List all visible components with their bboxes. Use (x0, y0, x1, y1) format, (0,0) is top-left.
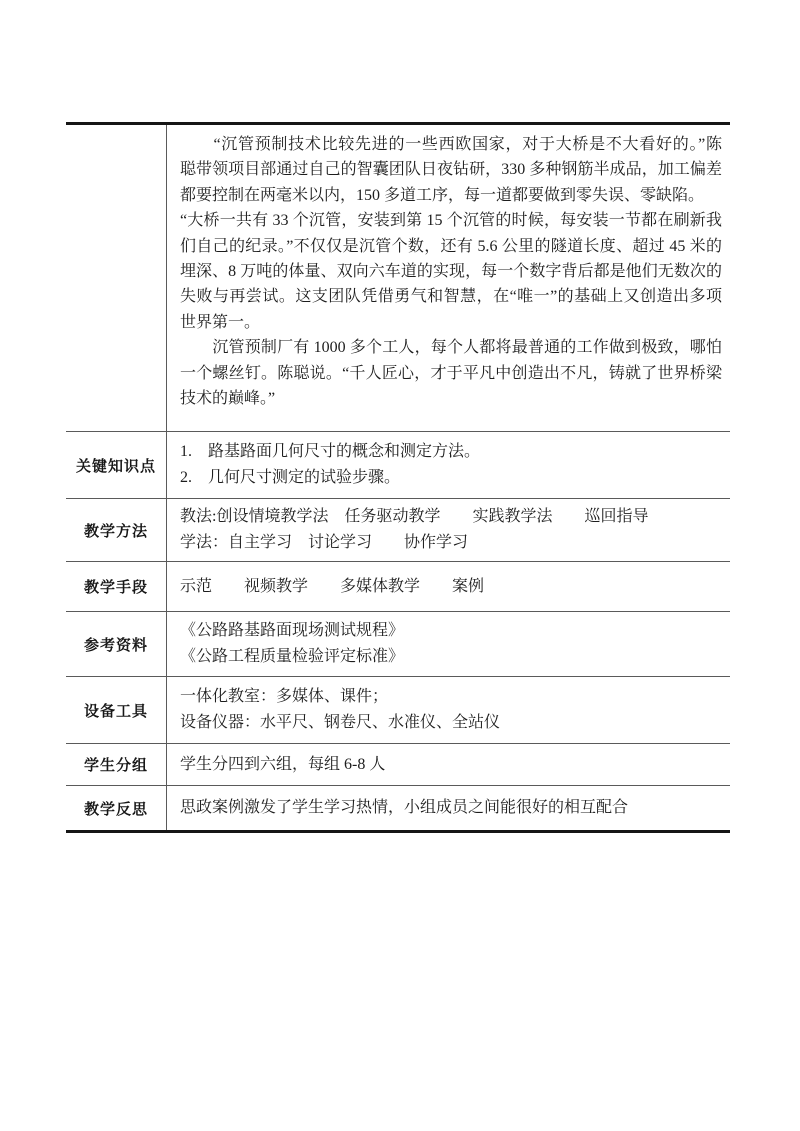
intro-line: 埋深、8 万吨的体量、双向六车道的实现，每一个数字背后都是他们无数次的 (180, 263, 722, 281)
row-content-line: 教法:创设情境教学法 任务驱动教学 实践教学法 巡回指导 (180, 508, 649, 525)
row-content-cell (166, 612, 730, 676)
row-content-cell (166, 786, 730, 830)
intro-line: 一个螺丝钉。陈聪说。“千人匠心，才于平凡中创造出不凡，铸就了世界桥梁 (180, 364, 722, 382)
row-content-line: 示范 视频教学 多媒体教学 案例 (180, 577, 485, 595)
row-label: 教学方法 (83, 522, 148, 540)
intro-line: 世界第一。 (180, 313, 261, 331)
row-content-cell (166, 677, 730, 743)
row-content-line: 2. 几何尺寸测定的试验步骤。 (180, 469, 401, 486)
row-content-line: 思政案例激发了学生学习热情，小组成员之间能很好的相互配合 (180, 799, 629, 816)
intro-line: 失败与再尝试。这支团队凭借勇气和智慧，在“唯一”的基础上又创造出多项 (180, 288, 722, 306)
row-label: 设备工具 (83, 702, 148, 720)
table-row-key-knowledge (66, 431, 730, 498)
intro-line: “沉管预制技术比较先进的一些西欧国家，对于大桥是不大看好的。”陈 (180, 136, 722, 153)
row-content-line: 学法：自主学习 讨论学习 协作学习 (180, 534, 469, 551)
intro-content-cell (166, 125, 730, 431)
row-label: 教学手段 (83, 579, 148, 596)
row-content-cell (166, 562, 730, 611)
row-label: 教学反思 (83, 800, 148, 818)
table-row-teaching-reflection (66, 785, 730, 830)
intro-line: 们自己的纪录。”不仅仅是沉管个数，还有 5.6 公里的隧道长度、超过 45 米的 (180, 237, 722, 255)
row-content-line: 《公路工程质量检验评定标准》 (180, 648, 405, 665)
row-content-line: 设备仪器：水平尺、钢卷尺、水准仪、全站仪 (180, 714, 501, 731)
row-label: 关键知识点 (75, 457, 156, 475)
row-content-cell (166, 499, 730, 561)
intro-line: 都要控制在两毫米以内，150 多道工序，每一道都要做到零失误、零缺陷。 (180, 186, 705, 204)
row-content-line: 学生分四到六组，每组 6-8 人 (180, 755, 386, 773)
intro-label-cell-empty (66, 125, 166, 431)
intro-line: “大桥一共有 33 个沉管，安装到第 15 个沉管的时候，每安装一节都在刷新我 (180, 212, 722, 230)
intro-line: 沉管预制厂有 1000 多个工人，每个人都将最普通的工作做到极致，哪怕 (180, 339, 722, 357)
row-content-cell (166, 744, 730, 785)
table-row-equipment (66, 676, 730, 743)
row-label: 参考资料 (83, 636, 148, 654)
table-row-intro (66, 125, 730, 431)
row-content-line: 一体化教室：多媒体、课件； (180, 688, 389, 705)
lesson-plan-table (66, 122, 730, 833)
row-content-line: 《公路路基路面现场测试规程》 (180, 622, 405, 639)
table-row-teaching-methods (66, 498, 730, 561)
table-row-student-grouping (66, 743, 730, 785)
row-content-line: 1. 路基路面几何尺寸的概念和测定方法。 (180, 443, 481, 460)
intro-line: 技术的巅峰。” (180, 390, 276, 408)
table-row-references (66, 611, 730, 676)
row-content-cell (166, 432, 730, 498)
table-row-teaching-means (66, 561, 730, 611)
row-label: 学生分组 (83, 757, 148, 774)
intro-line: 聪带领项目部通过自己的智囊团队日夜钻研，330 多种钢筋半成品，加工偏差 (180, 161, 722, 179)
